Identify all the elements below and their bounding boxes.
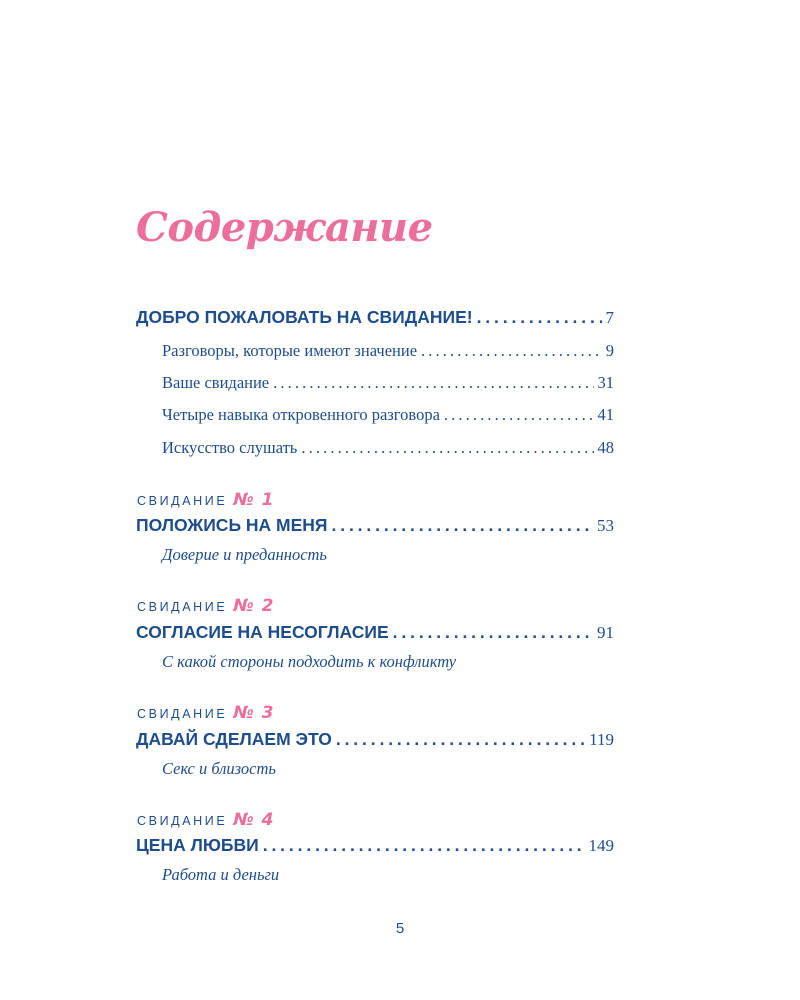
toc-title: Содержание <box>136 204 433 251</box>
toc-subentry-title: Четыре навыка откровенного разговора <box>162 405 440 424</box>
toc-entry-date-1[interactable] <box>136 515 614 536</box>
toc-entry-date-4[interactable] <box>136 835 614 856</box>
dot-leader <box>477 307 602 328</box>
toc-subentry[interactable] <box>162 373 614 393</box>
date-number: № 4 <box>233 810 275 830</box>
toc-entry-page: 53 <box>597 516 614 535</box>
toc-entry-page: 149 <box>588 836 614 855</box>
toc-entry-title: ЦЕНА ЛЮБВИ <box>136 835 259 855</box>
date-subtitle: Работа и деньги <box>162 865 280 884</box>
toc-subentry[interactable] <box>162 405 614 425</box>
date-heading <box>137 490 275 510</box>
dot-leader <box>263 835 585 856</box>
dot-leader <box>336 729 585 750</box>
toc-subentry-page: 48 <box>597 438 614 457</box>
toc-entry-intro[interactable] <box>136 307 614 328</box>
toc-subentry-title: Разговоры, которые имеют значение <box>162 341 418 360</box>
toc-entry-date-2[interactable] <box>136 622 614 643</box>
toc-entry-page: 119 <box>589 730 614 749</box>
toc-subentry-page: 9 <box>605 341 614 360</box>
date-subtitle: Секс и близость <box>162 759 276 778</box>
toc-entry-title: СОГЛАСИЕ НА НЕСОГЛАСИЕ <box>136 622 389 642</box>
dot-leader <box>301 438 593 458</box>
toc-entry-page: 91 <box>597 623 614 642</box>
toc-entry-title: ДОБРО ПОЖАЛОВАТЬ НА СВИДАНИЕ! <box>136 307 473 327</box>
date-label: СВИДАНИЕ <box>137 707 228 721</box>
date-label: СВИДАНИЕ <box>137 494 228 508</box>
date-heading <box>137 810 275 830</box>
toc-entry-title: ДАВАЙ СДЕЛАЕМ ЭТО <box>136 729 332 749</box>
date-number: № 2 <box>233 596 275 616</box>
dot-leader <box>332 515 594 536</box>
date-label: СВИДАНИЕ <box>137 814 228 828</box>
dot-leader <box>444 405 594 425</box>
date-label: СВИДАНИЕ <box>137 600 228 614</box>
date-subtitle: Доверие и преданность <box>162 545 327 564</box>
date-number: № 1 <box>233 490 275 510</box>
page-number: 5 <box>395 920 405 937</box>
toc-subentry[interactable] <box>162 438 614 458</box>
toc-subentry-title: Искусство слушать <box>162 438 298 457</box>
dot-leader <box>273 373 593 393</box>
date-number: № 3 <box>233 703 275 723</box>
date-heading <box>137 596 275 616</box>
toc-entry-page: 7 <box>605 308 614 327</box>
dot-leader <box>393 622 593 643</box>
toc-subentry-title: Ваше свидание <box>162 373 270 392</box>
dot-leader <box>421 341 602 361</box>
toc-subentry-page: 31 <box>597 373 614 392</box>
toc-subentry[interactable] <box>162 341 614 361</box>
toc-entry-date-3[interactable] <box>136 729 614 750</box>
date-subtitle: С какой стороны подходить к конфликту <box>162 652 457 671</box>
date-heading <box>137 703 275 723</box>
toc-subentry-page: 41 <box>597 405 614 424</box>
toc-entry-title: ПОЛОЖИСЬ НА МЕНЯ <box>136 515 328 535</box>
